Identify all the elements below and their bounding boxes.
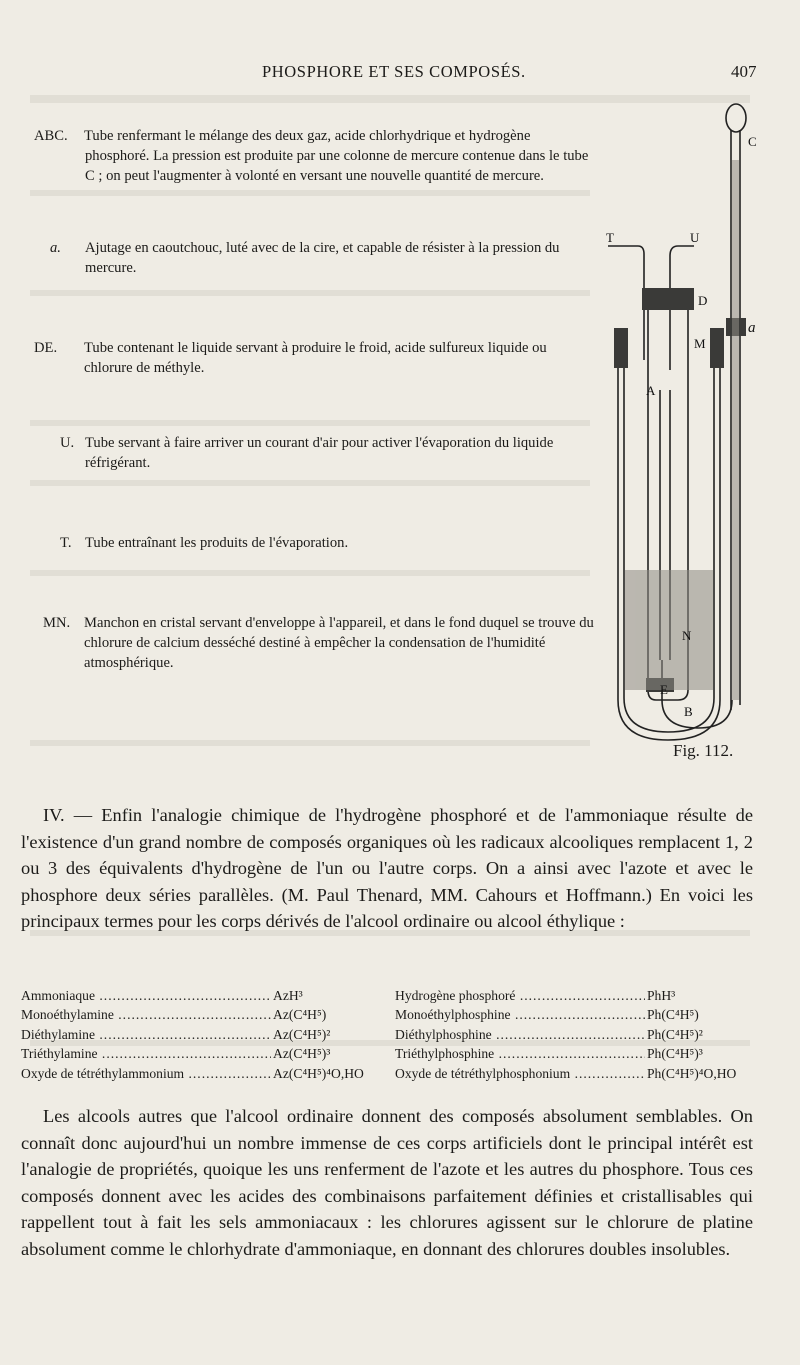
legend-item-t xyxy=(60,533,600,553)
table-cell: Hydrogène phosphoré ..... xyxy=(395,986,645,1005)
legend-key: ABC. xyxy=(34,128,68,144)
figure-caption: Fig. 112. xyxy=(673,741,734,760)
figure-label-d: D xyxy=(698,293,708,308)
legend-item-de xyxy=(34,338,589,378)
apparatus-illustration xyxy=(598,100,768,750)
calcium-chloride xyxy=(625,570,713,690)
legend-text: Tube servant à faire arriver un courant d'air pour activer l'évaporation du liquide réfrigérant. xyxy=(85,435,554,471)
table-cell: Monoéthylamine ..... xyxy=(21,1005,271,1024)
table-cell: Oxyde de tétréthylphosphonium ..... xyxy=(395,1064,645,1083)
page-header xyxy=(0,62,800,86)
legend-item-a xyxy=(50,238,590,278)
legend-item-mn xyxy=(43,613,598,673)
table-cell: Triéthylamine ..... xyxy=(21,1044,271,1063)
table-cell: Ph(C⁴H⁵)⁴O,HO xyxy=(647,1065,737,1081)
figure-label-u: U xyxy=(690,230,700,245)
figure-label-m: M xyxy=(694,336,706,351)
table-cell: Triéthylphosphine ..... xyxy=(395,1044,645,1063)
amine-formulas-column xyxy=(273,986,383,1083)
table-cell: Monoéthylphosphine ..... xyxy=(395,1005,645,1024)
figure-label-e: E xyxy=(660,682,668,697)
table-cell: Diéthylamine ..... xyxy=(21,1025,271,1044)
paragraph-iv: IV. — Enfin l'analogie chimique de l'hydrogène phosphoré et de l'ammoniaque résulte de l'existence d'un grand nombre de composés organiques où les radicaux alcooliques remplacent 1, 2 ou 3 des équivalents d'hydrogène de l'un ou l'autre corps. On a ainsi avec l'azote et avec le phosphore deux séries parallèles. (M. Paul Thenard, MM. Cahours et Hoffmann.) En voici les principaux termes pour les corps dérivés de l'alcool ordinaire ou alcool éthylique : xyxy=(21,805,753,932)
phosphine-names-column xyxy=(395,986,645,1083)
table-cell: Az(C⁴H⁵)³ xyxy=(273,1046,331,1062)
legend-text: Tube entraînant les produits de l'évaporation. xyxy=(85,535,349,551)
amine-names-column xyxy=(21,986,271,1083)
figure-label-a-tube: A xyxy=(646,383,656,398)
table-cell: AzH³ xyxy=(273,988,303,1003)
stopper-m-right xyxy=(710,328,724,368)
table-cell: Az(C⁴H⁵)⁴O,HO xyxy=(273,1065,364,1081)
legend-key: DE. xyxy=(34,340,58,356)
tube-c-bulb xyxy=(726,104,746,132)
table-cell: Az(C⁴H⁵)² xyxy=(273,1026,331,1042)
table-cell: Ph(C⁴H⁵)³ xyxy=(647,1046,703,1062)
running-title: PHOSPHORE ET SES COMPOSÉS. xyxy=(262,62,526,81)
legend-text: Tube renfermant le mélange des deux gaz, acide chlorhydrique et hydrogène phosphoré. La pression est produite par une colonne de mercure contenue dans le tube C ; on peut l'augmenter à volonté en versant une nouvelle quantité de mercure. xyxy=(84,128,589,184)
figure-label-b: B xyxy=(684,704,693,719)
table-cell: Ammoniaque ..... xyxy=(21,986,271,1005)
page-number: 407 xyxy=(731,62,757,81)
legend-text: Tube contenant le liquide servant à produire le froid, acide sulfureux liquide ou chlorure de méthyle. xyxy=(84,340,547,376)
table-cell: Oxyde de tétréthylammonium ..... xyxy=(21,1064,271,1083)
stopper-d xyxy=(642,288,694,310)
mercury-column xyxy=(732,160,739,700)
legend-key: a. xyxy=(50,240,61,256)
phosphine-formulas-column xyxy=(647,986,757,1083)
legend-text: Ajutage en caoutchouc, luté avec de la cire, et capable de résister à la pression du mercure. xyxy=(85,240,560,276)
legend-key: MN. xyxy=(43,615,71,631)
figure-label-c: C xyxy=(748,134,757,149)
table-cell: Diéthylphosphine ..... xyxy=(395,1025,645,1044)
figure-label-a: a xyxy=(748,320,756,336)
legend-item-u xyxy=(60,433,600,473)
table-cell: PhH³ xyxy=(647,988,676,1003)
table-cell: Ph(C⁴H⁵)² xyxy=(647,1026,703,1042)
table-cell: Ph(C⁴H⁵) xyxy=(647,1007,699,1023)
figure-label-n: N xyxy=(682,628,692,643)
legend-key: T. xyxy=(60,535,72,551)
legend-item-abc xyxy=(34,126,589,186)
legend-text: Manchon en cristal servant d'enveloppe à l'appareil, et dans le fond duquel se trouve du chlorure de calcium desséché destiné à empêcher la condensation de l'humidité atmosphérique. xyxy=(84,615,594,671)
table-cell: Az(C⁴H⁵) xyxy=(273,1007,327,1023)
paragraph-alcools: Les alcools autres que l'alcool ordinaire donnent des composés absolument semblables. On connaît donc aujourd'hui un nombre immense de ces corps artificiels dont le principal intérêt est l'analogie de propriétés, quoique les uns renferment de l'azote et les autres du phosphore. Tous ces composés donnent avec les acides des combinaisons parfaitement définies et cristallisables qui rappellent tout à fait les sels ammoniacaux : les chlorures agissent sur le chlorure de platine absolument comme le chlorhydrate d'ammoniaque, en donnant des chlorures doubles insolubles. xyxy=(21,1106,753,1259)
figure-label-t: T xyxy=(606,230,614,245)
stopper-m-left xyxy=(614,328,628,368)
legend-key: U. xyxy=(60,435,75,451)
